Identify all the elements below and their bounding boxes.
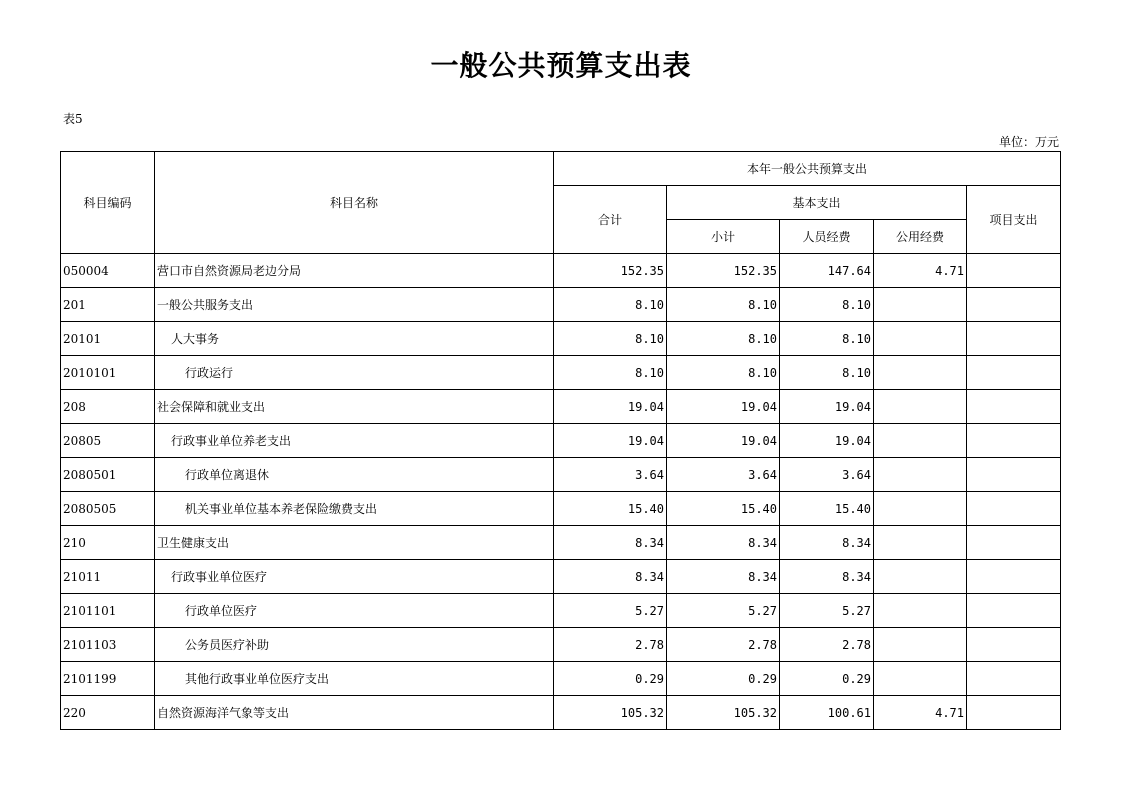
cell-subtotal: 2.78 [667,628,780,662]
cell-total: 105.32 [554,696,667,730]
cell-code: 210 [61,526,155,560]
cell-name: 机关事业单位基本养老保险缴费支出 [155,492,554,526]
cell-project [967,254,1061,288]
budget-table [60,151,1061,730]
cell-project [967,390,1061,424]
table-row [61,458,1061,492]
table-number: 表5 [63,112,83,126]
cell-subtotal: 19.04 [667,424,780,458]
cell-code: 20805 [61,424,155,458]
header-basic: 基本支出 [667,186,967,220]
cell-name: 行政单位医疗 [155,594,554,628]
cell-name: 自然资源海洋气象等支出 [155,696,554,730]
table-row [61,492,1061,526]
cell-personnel: 8.34 [780,560,874,594]
header-personnel: 人员经费 [780,220,874,254]
cell-name: 公务员医疗补助 [155,628,554,662]
cell-personnel: 19.04 [780,390,874,424]
cell-total: 5.27 [554,594,667,628]
cell-personnel: 147.64 [780,254,874,288]
cell-code: 21011 [61,560,155,594]
unit-label: 单位：万元 [998,135,1059,149]
cell-project [967,322,1061,356]
cell-project [967,424,1061,458]
cell-total: 15.40 [554,492,667,526]
header-group: 本年一般公共预算支出 [554,152,1061,186]
cell-personnel: 8.10 [780,322,874,356]
cell-code: 201 [61,288,155,322]
cell-name: 行政单位离退休 [155,458,554,492]
cell-project [967,288,1061,322]
cell-subtotal: 8.10 [667,322,780,356]
cell-public [874,662,967,696]
cell-subtotal: 5.27 [667,594,780,628]
table-row [61,322,1061,356]
cell-total: 2.78 [554,628,667,662]
cell-personnel: 100.61 [780,696,874,730]
table-row [61,662,1061,696]
cell-subtotal: 8.10 [667,288,780,322]
cell-project [967,526,1061,560]
table-body [61,254,1061,730]
header-public: 公用经费 [874,220,967,254]
header-name: 科目名称 [155,152,554,254]
cell-subtotal: 0.29 [667,662,780,696]
cell-personnel: 8.10 [780,288,874,322]
table-row [61,696,1061,730]
cell-project [967,356,1061,390]
cell-project [967,628,1061,662]
table-row [61,628,1061,662]
header-total: 合计 [554,186,667,254]
cell-code: 2101101 [61,594,155,628]
cell-code: 208 [61,390,155,424]
cell-name: 行政事业单位养老支出 [155,424,554,458]
cell-code: 2080501 [61,458,155,492]
cell-project [967,696,1061,730]
cell-public [874,288,967,322]
cell-personnel: 3.64 [780,458,874,492]
cell-code: 20101 [61,322,155,356]
page-title: 一般公共预算支出表 [430,49,692,82]
cell-total: 8.34 [554,526,667,560]
cell-code: 2101103 [61,628,155,662]
cell-public [874,560,967,594]
cell-total: 0.29 [554,662,667,696]
cell-total: 19.04 [554,424,667,458]
cell-name: 一般公共服务支出 [155,288,554,322]
cell-public [874,424,967,458]
cell-name: 其他行政事业单位医疗支出 [155,662,554,696]
table-row [61,560,1061,594]
cell-subtotal: 152.35 [667,254,780,288]
table-row [61,526,1061,560]
cell-personnel: 19.04 [780,424,874,458]
table-row [61,424,1061,458]
cell-public [874,492,967,526]
table-row [61,390,1061,424]
table-row [61,594,1061,628]
cell-public [874,458,967,492]
cell-total: 152.35 [554,254,667,288]
cell-public: 4.71 [874,696,967,730]
cell-total: 8.10 [554,288,667,322]
cell-code: 2101199 [61,662,155,696]
cell-project [967,594,1061,628]
cell-personnel: 5.27 [780,594,874,628]
cell-subtotal: 15.40 [667,492,780,526]
cell-name: 行政事业单位医疗 [155,560,554,594]
cell-total: 8.10 [554,356,667,390]
cell-code: 050004 [61,254,155,288]
cell-public [874,390,967,424]
cell-total: 19.04 [554,390,667,424]
cell-personnel: 2.78 [780,628,874,662]
header-code: 科目编码 [61,152,155,254]
cell-personnel: 8.34 [780,526,874,560]
cell-public [874,594,967,628]
cell-subtotal: 8.34 [667,560,780,594]
header-subtotal: 小计 [667,220,780,254]
cell-subtotal: 8.34 [667,526,780,560]
cell-personnel: 0.29 [780,662,874,696]
cell-public: 4.71 [874,254,967,288]
table-row [61,356,1061,390]
cell-code: 220 [61,696,155,730]
table-header [61,152,1061,254]
cell-public [874,356,967,390]
cell-project [967,458,1061,492]
cell-subtotal: 19.04 [667,390,780,424]
cell-name: 营口市自然资源局老边分局 [155,254,554,288]
cell-project [967,560,1061,594]
cell-subtotal: 3.64 [667,458,780,492]
cell-code: 2080505 [61,492,155,526]
cell-public [874,322,967,356]
cell-total: 3.64 [554,458,667,492]
header-project: 项目支出 [967,186,1061,254]
cell-total: 8.34 [554,560,667,594]
cell-total: 8.10 [554,322,667,356]
table-row [61,254,1061,288]
cell-name: 卫生健康支出 [155,526,554,560]
cell-personnel: 15.40 [780,492,874,526]
cell-project [967,662,1061,696]
cell-public [874,526,967,560]
cell-name: 行政运行 [155,356,554,390]
cell-project [967,492,1061,526]
cell-subtotal: 8.10 [667,356,780,390]
cell-code: 2010101 [61,356,155,390]
table-row [61,288,1061,322]
cell-personnel: 8.10 [780,356,874,390]
cell-name: 人大事务 [155,322,554,356]
cell-name: 社会保障和就业支出 [155,390,554,424]
cell-subtotal: 105.32 [667,696,780,730]
cell-public [874,628,967,662]
